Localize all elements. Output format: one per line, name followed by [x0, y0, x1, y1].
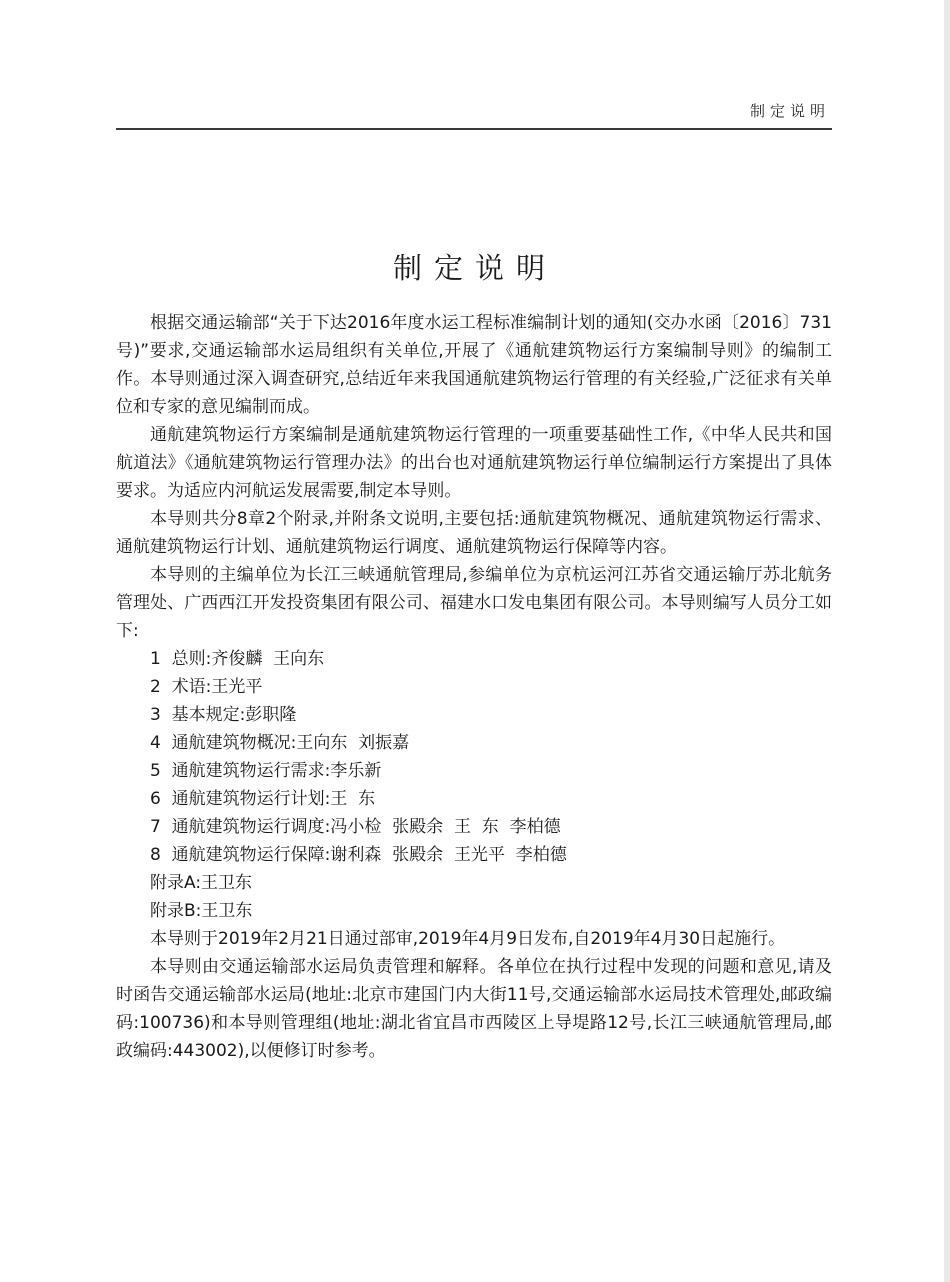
page-edge [944, 0, 950, 1282]
paragraph-structure: 本导则共分8章2个附录,并附条文说明,主要包括:通航建筑物概况、通航建筑物运行需求、通航建筑物运行计划、通航建筑物运行调度、通航建筑物运行保障等内容。 [116, 509, 832, 557]
paragraph-contact: 本导则由交通运输部水运局负责管理和解释。各单位在执行过程中发现的问题和意见,请及时函告交通运输部水运局(地址:北京市建国门内大街11号,交通运输部水运局技术管理处,邮政编码:100736)和本导则管理组(地址:湖北省宜昌市西陵区上导堤路12号,长江三峡通航管理局,邮政编码:443002),以便修订时参考。 [116, 957, 832, 1061]
author-list-item: 1 总则:齐俊麟 王向东 [150, 649, 325, 669]
author-list-item: 4 通航建筑物概况:王向东 刘振嘉 [150, 733, 410, 753]
document-body [116, 309, 832, 1065]
author-list-item: 7 通航建筑物运行调度:冯小检 张殿余 王 东 李柏德 [150, 817, 561, 837]
author-list-item: 6 通航建筑物运行计划:王 东 [150, 789, 376, 809]
author-list-item: 2 术语:王光平 [150, 677, 263, 697]
author-list-item: 8 通航建筑物运行保障:谢利森 张殿余 王光平 李柏德 [150, 845, 567, 865]
running-header [116, 98, 832, 130]
author-list-item: 附录A:王卫东 [150, 873, 253, 893]
author-list [116, 645, 832, 925]
page-title: 制定说明 [392, 251, 557, 285]
paragraph-background: 根据交通运输部“关于下达2016年度水运工程标准编制计划的通知(交办水函〔2016〕731号)”要求,交通运输部水运局组织有关单位,开展了《通航建筑物运行方案编制导则》的编制工作。本导则通过深入调查研究,总结近年来我国通航建筑物运行管理的有关经验,广泛征求有关单位和专家的意见编制而成。 [116, 313, 832, 417]
paragraph-units: 本导则的主编单位为长江三峡通航管理局,参编单位为京杭运河江苏省交通运输厅苏北航务管理处、广西西江开发投资集团有限公司、福建水口发电集团有限公司。本导则编写人员分工如下: [116, 565, 832, 641]
author-list-item: 5 通航建筑物运行需求:李乐新 [150, 761, 382, 781]
running-header-title: 制定说明 [749, 102, 830, 120]
paragraph-effective-date: 本导则于2019年2月21日通过部审,2019年4月9日发布,自2019年4月30日起施行。 [150, 929, 786, 949]
author-list-item: 3 基本规定:彭职隆 [150, 705, 297, 725]
paragraph-purpose: 通航建筑物运行方案编制是通航建筑物运行管理的一项重要基础性工作,《中华人民共和国航道法》《通航建筑物运行管理办法》的出台也对通航建筑物运行单位编制运行方案提出了具体要求。为适应内河航运发展需要,制定本导则。 [116, 425, 832, 501]
author-list-item: 附录B:王卫东 [150, 901, 253, 921]
